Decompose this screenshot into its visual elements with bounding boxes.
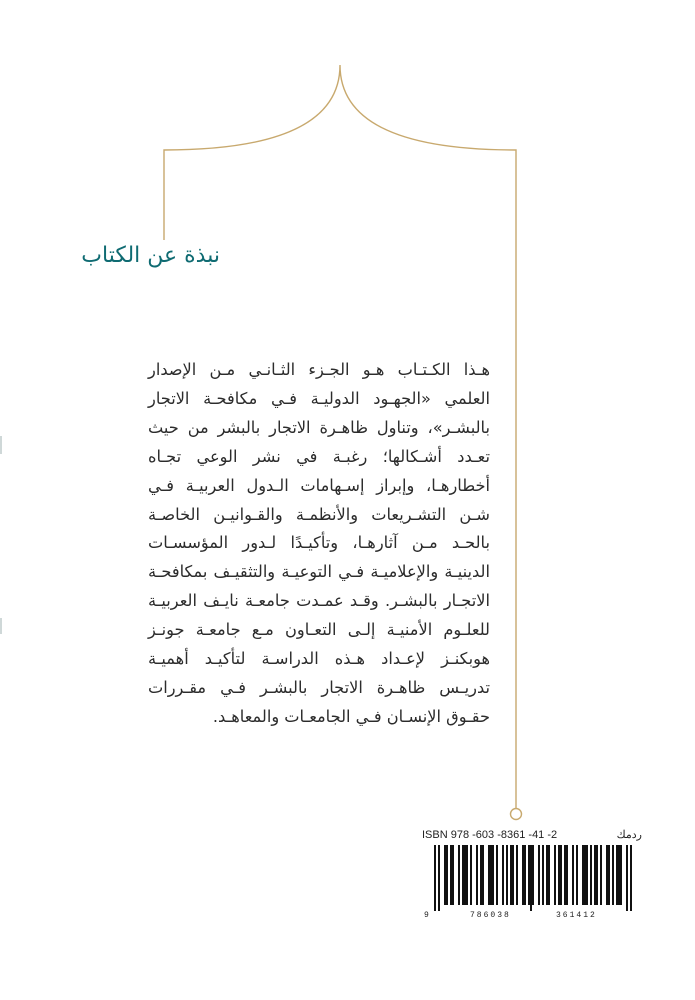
barcode-bar <box>546 845 548 905</box>
barcode-bar <box>576 845 578 905</box>
barcode-bar <box>462 845 464 905</box>
barcode-first-digit: 9 <box>424 911 429 920</box>
barcode-bar <box>582 845 584 905</box>
barcode-bar <box>612 845 614 905</box>
barcode-bar <box>596 845 598 905</box>
barcode-bars <box>426 845 642 923</box>
barcode-bar <box>594 845 596 905</box>
barcode-bar <box>516 845 518 905</box>
barcode-bar <box>626 845 628 911</box>
barcode-bar <box>490 845 492 905</box>
barcode-bar <box>560 845 562 905</box>
barcode-bar <box>590 845 592 905</box>
barcode-bar <box>606 845 608 905</box>
barcode-bar <box>510 845 512 905</box>
barcode-bar <box>502 845 504 905</box>
barcode-bar <box>538 845 540 905</box>
barcode-right-digits: 361412 <box>556 911 597 920</box>
barcode-bar <box>564 845 566 905</box>
barcode-bar <box>620 845 622 905</box>
barcode-bar <box>476 845 478 905</box>
barcode-bar <box>492 845 494 905</box>
barcode-bar <box>482 845 484 905</box>
edge-mark <box>0 436 2 454</box>
barcode-bar <box>522 845 524 905</box>
barcode-bar <box>630 845 632 911</box>
book-summary-text: هـذا الكـتـاب هـو الجـزء الثـانـي مـن الإصدار العلمي «الجهـود الدوليـة فـي مكافحـة الاتجار بالبشـر»، وتناول ظاهـرة الاتجار بالبشر من حيث تعـدد أشـكالها؛ رغبـة في نشر الوعي تجـاه أخطارهـا، وإبراز إسـهامات الـدول العربيـة فـي شـن التشـريعات والأنظمـة والقـوانيـن الخاصـة بالحـد مـن آثارهـا، وتأكيـدًا لـدور المؤسسـات الدينيـة والإعلاميـة فـي التوعيـة والتثقيـف بمكافحـة الاتجـار بالبشـر. وقـد عمـدت جامعـة نايـف العربيـة للعلـوم الأمنيـة إلـى التعـاون مـع جامعـة جونـز هوبكنـز لإعـداد هـذه الدراسـة لتأكيـد أهميـة تدريـس ظاهـرة الاتجار بالبشـر فـي مقـررات حقـوق الإنسـان فـي الجامعـات والمعاهـد. <box>148 360 490 726</box>
barcode-bar <box>434 845 436 911</box>
barcode-bar <box>438 845 440 911</box>
barcode-bar <box>512 845 514 905</box>
barcode-bar <box>446 845 448 905</box>
isbn-number: ISBN 978 -603 -8361 -41 -2 <box>422 829 558 841</box>
edge-mark <box>0 618 2 634</box>
barcode-bar <box>618 845 620 905</box>
barcode-bar <box>616 845 618 905</box>
barcode-bar <box>488 845 490 905</box>
barcode-bar <box>532 845 534 905</box>
barcode-bar <box>528 845 530 905</box>
barcode-bar <box>450 845 452 905</box>
barcode-bar <box>464 845 466 905</box>
section-heading: نبذة عن الكتاب <box>81 243 220 268</box>
barcode-bar <box>586 845 588 905</box>
barcode-bar <box>572 845 574 905</box>
barcode-bar <box>444 845 446 905</box>
barcode-bar <box>480 845 482 905</box>
barcode-bar <box>548 845 550 905</box>
barcode-bar <box>506 845 508 905</box>
isbn-line <box>422 828 642 841</box>
barcode-left-digits: 786038 <box>470 911 511 920</box>
barcode-bar <box>530 845 532 911</box>
barcode-bar <box>470 845 472 905</box>
barcode-bar <box>558 845 560 905</box>
barcode <box>426 845 642 923</box>
barcode-bar <box>608 845 610 905</box>
barcode-bar <box>554 845 556 905</box>
barcode-bar <box>452 845 454 905</box>
barcode-bar <box>496 845 498 905</box>
isbn-arabic-label: ردمك <box>616 829 642 841</box>
barcode-bar <box>600 845 602 905</box>
barcode-bar <box>584 845 586 905</box>
barcode-bar <box>466 845 468 905</box>
barcode-bar <box>566 845 568 905</box>
barcode-bar <box>524 845 526 905</box>
barcode-bar <box>542 845 544 905</box>
arch-end-circle <box>511 809 522 820</box>
barcode-bar <box>458 845 460 905</box>
